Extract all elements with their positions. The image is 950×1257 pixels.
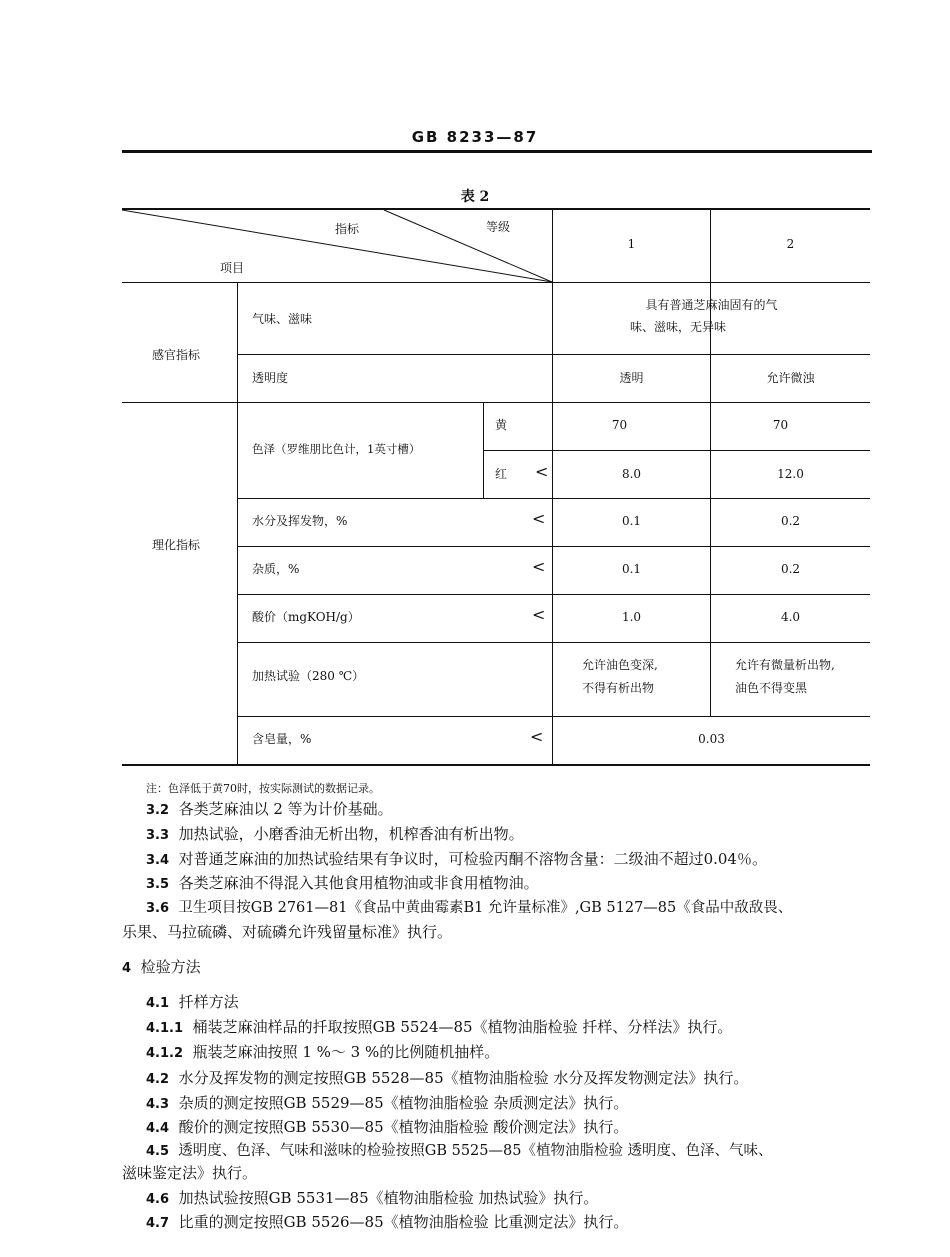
grade-2-header: 2 xyxy=(786,237,795,251)
method-4-1: 4.1 扦样方法 xyxy=(146,993,239,1011)
acid-grade1: 1.0 xyxy=(621,610,642,624)
section-4-heading: 4 检验方法 xyxy=(122,958,201,976)
acid-grade2: 4.0 xyxy=(780,610,801,624)
odor-value-line1: 具有普通芝麻油固有的气 xyxy=(645,298,778,312)
method-4-2: 4.2 水分及挥发物的测定按照GB 5528—85《植物油脂检验 水分及挥发物测定法》执行。 xyxy=(146,1069,749,1087)
acid-lt: < xyxy=(532,605,546,624)
impurity-grade2: 0.2 xyxy=(780,562,801,576)
color-label: 色泽（罗维朋比色计，1英寸槽） xyxy=(252,442,421,456)
heating-grade1-line1: 允许油色变深, xyxy=(582,658,658,672)
heating-grade1-line2: 不得有析出物 xyxy=(582,681,655,695)
impurity-label: 杂质，% xyxy=(252,562,300,576)
method-4-5-cont: 滋味鉴定法》执行。 xyxy=(122,1164,258,1182)
clarity-grade1: 透明 xyxy=(619,371,644,385)
clause-3-6: 3.6 卫生项目按GB 2761—81《食品中黄曲霉素B1 允许量标准》,GB 5127—85《食品中敌敌畏、 xyxy=(146,900,793,916)
method-4-5: 4.5 透明度、色泽、气味和滋味的检验按照GB 5525—85《植物油脂检验 透明度、色泽、气味、 xyxy=(146,1143,773,1159)
odor-value-line2: 味、滋味，无异味 xyxy=(630,320,727,334)
color-yellow-grade1: 70 xyxy=(611,418,628,432)
clause-3-2: 3.2 各类芝麻油以 2 等为计价基础。 xyxy=(146,800,393,818)
clause-3-6-cont: 乐果、马拉硫磷、对硫磷允许残留量标准》执行。 xyxy=(122,923,453,941)
grade-1-header: 1 xyxy=(627,237,636,251)
clause-3-3: 3.3 加热试验，小磨香油无析出物，机榨香油有析出物。 xyxy=(146,825,524,843)
moisture-label: 水分及挥发物，% xyxy=(252,514,348,528)
color-red-grade1: 8.0 xyxy=(621,467,642,481)
method-4-3: 4.3 杂质的测定按照GB 5529—85《植物油脂检验 杂质测定法》执行。 xyxy=(146,1094,629,1112)
header-item-label: 项目 xyxy=(220,261,245,275)
standard-code: GB 8233—87 xyxy=(411,128,539,146)
header-grade-label: 等级 xyxy=(486,220,511,234)
soap-label: 含皂量，% xyxy=(252,732,312,746)
header-indicator-label: 指标 xyxy=(335,222,360,236)
odor-label: 气味、滋味 xyxy=(252,312,313,326)
soap-value: 0.03 xyxy=(698,732,725,746)
color-red-label: 红 xyxy=(495,467,508,481)
clarity-grade2: 允许微浊 xyxy=(766,371,815,385)
method-4-1-1: 4.1.1 桶装芝麻油样品的扦取按照GB 5524—85《植物油脂检验 扦样、分样法》执行。 xyxy=(146,1018,733,1036)
clause-3-4: 3.4 对普通芝麻油的加热试验结果有争议时，可检验丙酮不溶物含量：二级油不超过0.04％。 xyxy=(146,850,767,868)
heating-label: 加热试验（280 ℃） xyxy=(252,669,365,683)
moisture-grade1: 0.1 xyxy=(621,514,642,528)
physchem-group-label: 理化指标 xyxy=(152,538,201,552)
impurity-grade1: 0.1 xyxy=(621,562,642,576)
clarity-label: 透明度 xyxy=(252,371,289,385)
soap-lt: < xyxy=(530,727,544,746)
heating-grade2-line1: 允许有微量析出物, xyxy=(735,658,835,672)
header-rule xyxy=(122,150,872,153)
table-note: 注：色泽低于黄70时，按实际测试的数据记录。 xyxy=(146,782,380,795)
impurity-lt: < xyxy=(532,557,546,576)
moisture-grade2: 0.2 xyxy=(780,514,801,528)
table-caption: 表 2 xyxy=(460,189,490,205)
color-yellow-label: 黄 xyxy=(495,418,508,432)
method-4-7: 4.7 比重的测定按照GB 5526—85《植物油脂检验 比重测定法》执行。 xyxy=(146,1213,629,1231)
sensory-group-label: 感官指标 xyxy=(152,348,201,362)
method-4-1-2: 4.1.2 瓶装芝麻油按照 1 %～ 3 %的比例随机抽样。 xyxy=(146,1043,500,1061)
moisture-lt: < xyxy=(532,509,546,528)
method-4-4: 4.4 酸价的测定按照GB 5530—85《植物油脂检验 酸价测定法》执行。 xyxy=(146,1118,629,1136)
acid-label: 酸价（mgKOH/g） xyxy=(252,610,360,624)
heating-grade2-line2: 油色不得变黑 xyxy=(735,681,808,695)
color-red-lt: < xyxy=(535,462,549,481)
clause-3-5: 3.5 各类芝麻油不得混入其他食用植物油或非食用植物油。 xyxy=(146,874,539,892)
color-red-grade2: 12.0 xyxy=(777,467,804,481)
method-4-6: 4.6 加热试验按照GB 5531—85《植物油脂检验 加热试验》执行。 xyxy=(146,1189,599,1207)
color-yellow-grade2: 70 xyxy=(772,418,789,432)
